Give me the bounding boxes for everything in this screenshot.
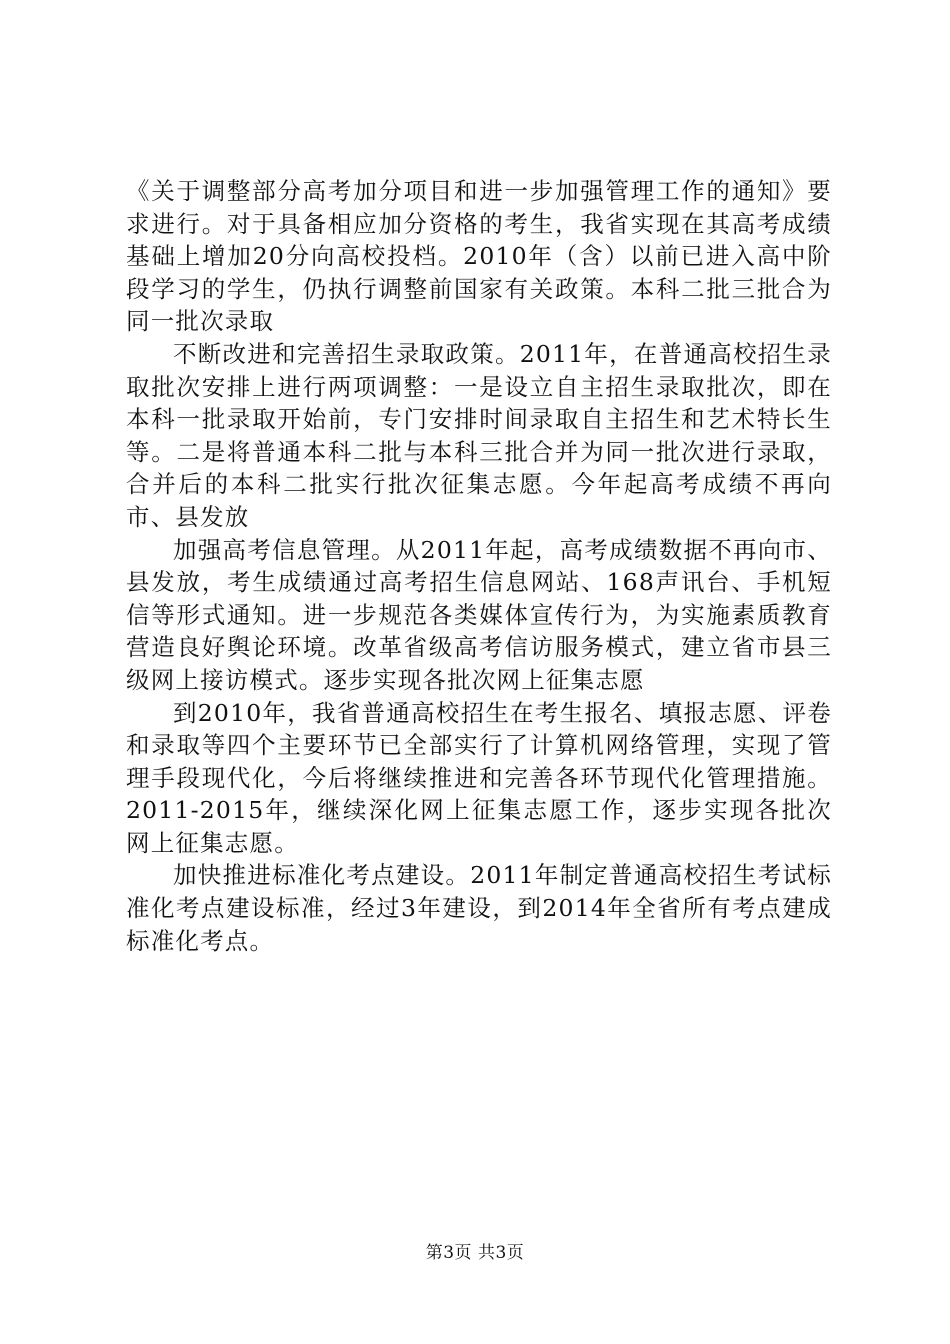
paragraph-2: 不断改进和完善招生录取政策。2011年，在普通高校招生录取批次安排上进行两项调整：一是设立自主招生录取批次，即在本科一批录取开始前，专门安排时间录取自主招生和艺术特长生等。二是将普通本科二批与本科三批合并为同一批次进行录取，合并后的本科二批实行批次征集志愿。今年起高考成绩不再向市、县发放 (126, 339, 832, 531)
paragraph-5: 加快推进标准化考点建设。2011年制定普通高校招生考试标准化考点建设标准，经过3年建设，到2014年全省所有考点建成标准化考点。 (126, 861, 832, 955)
paragraph-3: 加强高考信息管理。从2011年起，高考成绩数据不再向市、县发放，考生成绩通过高考招生信息网站、168声讯台、手机短信等形式通知。进一步规范各类媒体宣传行为，为实施素质教育营造良好舆论环境。改革省级高考信访服务模式，建立省市县三级网上接访模式。逐步实现各批次网上征集志愿 (126, 535, 832, 694)
paragraph-1: 《关于调整部分高考加分项目和进一步加强管理工作的通知》要求进行。对于具备相应加分资格的考生，我省实现在其高考成绩基础上增加20分向高校投档。2010年（含）以前已进入高中阶段学习的学生，仍执行调整前国家有关政策。本科二批三批合为同一批次录取 (126, 177, 832, 336)
page-number-label: 第3页 共3页 (425, 1243, 525, 1263)
page-footer (0, 1243, 950, 1263)
document-body (126, 175, 832, 957)
paragraph-4: 到2010年，我省普通高校招生在考生报名、填报志愿、评卷和录取等四个主要环节已全部实行了计算机网络管理，实现了管理手段现代化，今后将继续推进和完善各环节现代化管理措施。2011-2015年，继续深化网上征集志愿工作，逐步实现各批次网上征集志愿。 (126, 698, 832, 857)
